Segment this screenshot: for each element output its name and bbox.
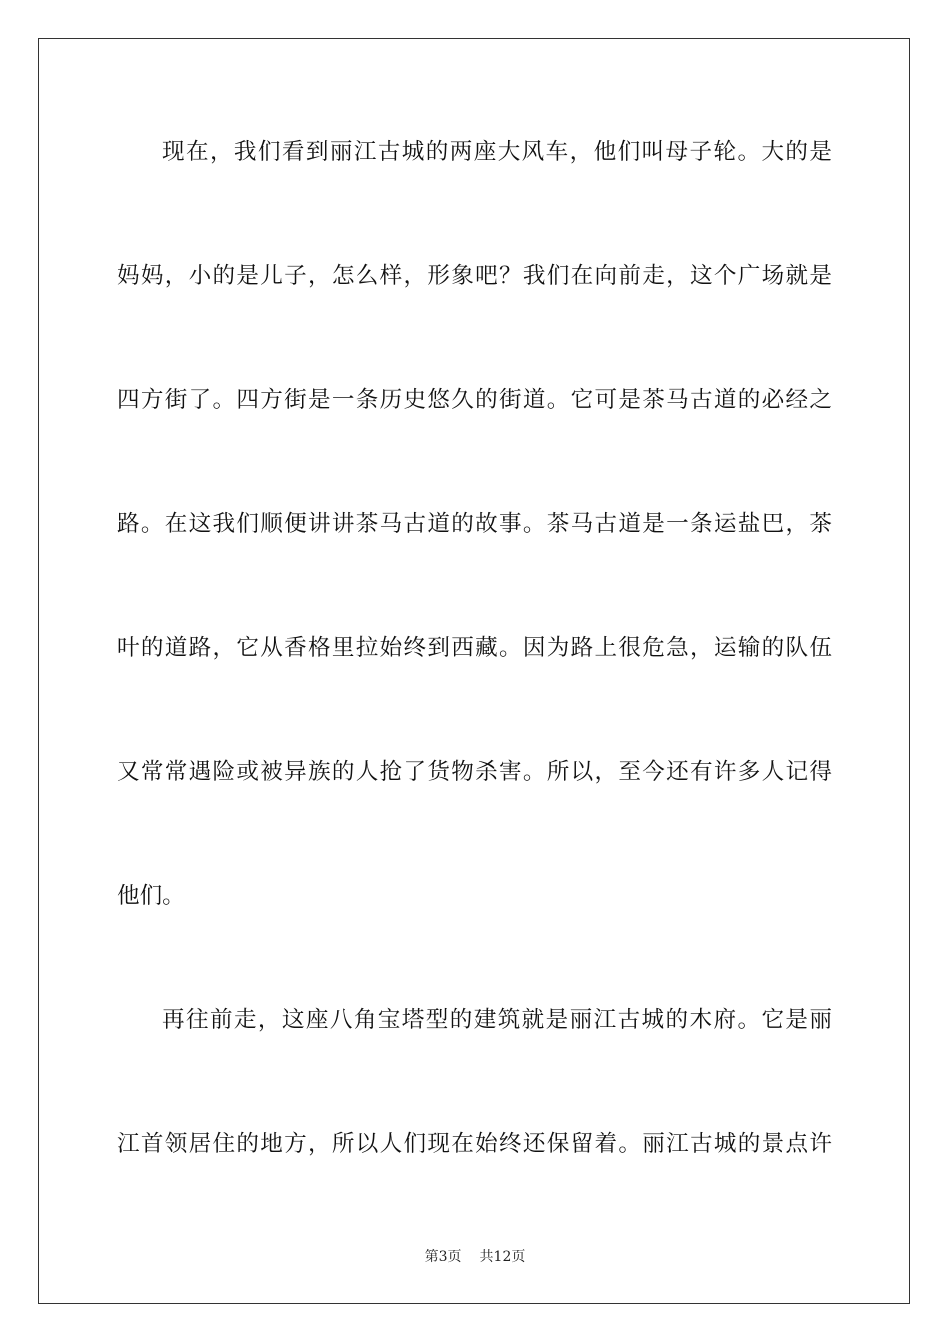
paragraph-1-line-7: 他们。 [117,883,185,909]
page-number: 第3页 [424,1249,462,1265]
paragraph-2-line-1: 再往前走，这座八角宝塔型的建筑就是丽江古城的木府。它是丽 [162,1007,832,1033]
paragraph-1-line-3: 四方街了。四方街是一条历史悠久的街道。它可是茶马古道的必经之 [117,387,832,413]
page-total: 共12页 [479,1249,526,1265]
paragraph-2-line-2: 江首领居住的地方，所以人们现在始终还保留着。丽江古城的景点许 [117,1131,832,1157]
paragraph-1-line-4: 路。在这我们顺便讲讲茶马古道的故事。茶马古道是一条运盐巴，茶 [117,511,832,537]
paragraph-1-line-6: 又常常遇险或被异族的人抢了货物杀害。所以，至今还有许多人记得 [117,759,832,785]
page-border [38,38,910,1304]
paragraph-1-line-1: 现在，我们看到丽江古城的两座大风车，他们叫母子轮。大的是 [162,139,832,165]
page-footer [0,1248,950,1266]
paragraph-1-line-5: 叶的道路，它从香格里拉始终到西藏。因为路上很危急，运输的队伍 [117,635,832,661]
paragraph-1-line-2: 妈妈，小的是儿子，怎么样，形象吧？我们在向前走，这个广场就是 [117,263,832,289]
